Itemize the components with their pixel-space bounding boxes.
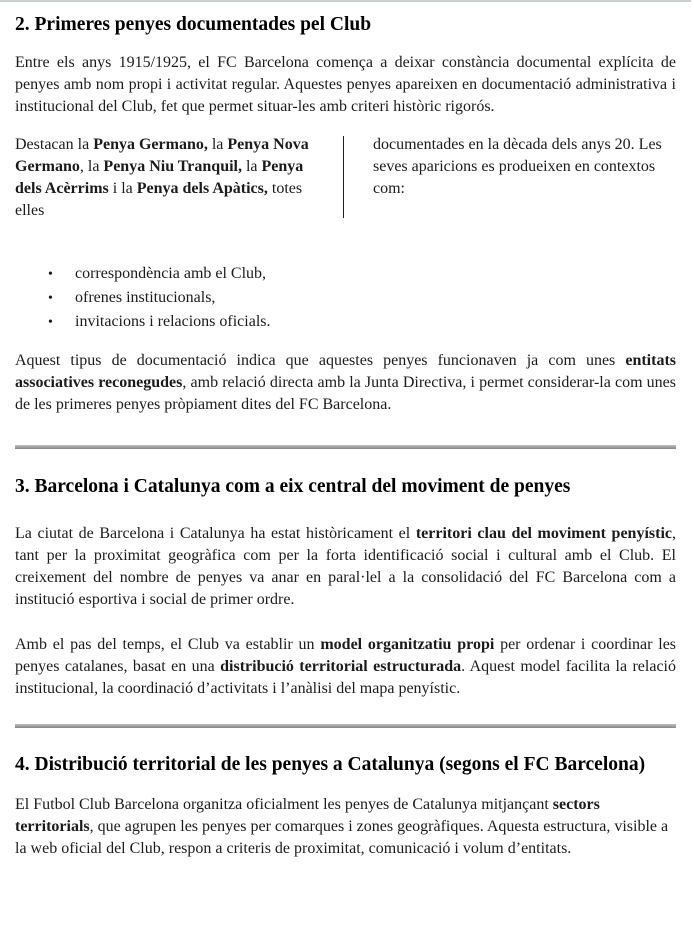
text-segment-bold: Penya dels Acèrrims (15, 158, 304, 197)
text-segment-bold: distribució territorial estructurada (220, 658, 462, 675)
horizontal-rule (15, 724, 676, 728)
text-segment-bold: sectors territorials (15, 796, 600, 835)
text-segment-bold: Penya Niu Tranquil, (103, 158, 242, 175)
section-heading-primeres-penyes: 2. Primeres penyes documentades pel Club (15, 14, 372, 35)
text-segment: , que agrupen les penyes per comarques i zones geogràfiques. Aquesta estructura, visible a la web oficial del Club, respon a criteris de proximitat, comunicació i volum d’entitats. (15, 818, 669, 857)
bullet-icon: • (48, 315, 53, 330)
section-barcelona-catalunya (15, 473, 676, 700)
column-right (373, 134, 676, 222)
horizontal-rule (15, 445, 676, 449)
bullet-text: correspondència amb el Club, (75, 265, 267, 282)
text-segment: la (241, 158, 262, 175)
text-segment-bold: Penya Nova Germano (15, 136, 309, 175)
text-segment: , amb relació directa amb la Junta Directiva, i permet considerar-la com unes de les primeres penyes pròpiament dites del FC Barcelona. (15, 374, 676, 413)
text-segment: . Aquest model facilita la relació institucional, la coordinació d’activitats i l’anàlisi del mapa penyístic. (15, 658, 677, 697)
text-segment-bold: Penya Germano, (93, 136, 208, 153)
text-segment-bold: Penya dels Apàtics, (136, 180, 268, 197)
paragraph-outro (15, 350, 676, 416)
bullet-item (48, 262, 676, 286)
bullet-icon: • (48, 267, 53, 282)
text-segment: Destacan la (15, 136, 94, 153)
two-column-block (15, 134, 676, 222)
text-segment: Amb el pas del temps, el Club va establir un (15, 636, 321, 653)
text-segment: documentades en la dècada dels anys 20. Les seves aparicions es produeixen en contextos com: (373, 136, 662, 197)
text-segment: La ciutat de Barcelona i Catalunya ha estat històricament el (15, 525, 416, 542)
text-segment: i la (108, 180, 137, 197)
bullet-list (15, 262, 676, 334)
text-segment-bold: model organitzatiu propi (320, 636, 495, 653)
text-segment: Entre els anys 1915/1925, el FC Barcelona comença a deixar constància documental explícita de penyes amb nom propi i activitat regular. Aquestes penyes apareixen en documentació administrativa i institucional del Club, fet que permet situar-les amb criteri històric rigorós. (15, 54, 676, 115)
bullet-icon: • (48, 291, 53, 306)
text-segment-bold: territori clau del moviment penyístic (415, 525, 673, 542)
section-primeres-penyes (15, 11, 676, 416)
paragraph (15, 794, 676, 860)
text-segment: per ordenar i coordinar les penyes catalanes, basat en una (15, 636, 677, 675)
text-segment: totes elles (15, 180, 303, 219)
text-segment: Aquest tipus de documentació indica que aquestes penyes funcionaven ja com unes (15, 352, 626, 369)
paragraph-intro (15, 52, 676, 118)
document-page (0, 2, 694, 860)
text-segment: la (207, 136, 228, 153)
section-heading-barcelona-catalunya: 3. Barcelona i Catalunya com a eix central del moviment de penyes (15, 476, 571, 497)
section-distribucio-territorial (15, 751, 676, 860)
bullet-text: ofrenes institucionals, (75, 289, 216, 306)
text-segment: , la (79, 158, 104, 175)
text-segment-bold: entitats associatives reconegudes (15, 352, 676, 391)
section-heading-distribucio-territorial: 4. Distribució territorial de les penyes a Catalunya (segons el FC Barcelona) (15, 754, 646, 775)
column-left (15, 134, 330, 222)
paragraph (15, 634, 676, 700)
bullet-item (48, 286, 676, 310)
bullet-text: invitacions i relacions oficials. (75, 313, 271, 330)
bullet-item (48, 310, 676, 334)
text-segment: El Futbol Club Barcelona organitza oficialment les penyes de Catalunya mitjançant (15, 796, 553, 813)
column-divider (343, 136, 344, 218)
paragraph (15, 523, 676, 611)
text-segment: , tant per la proximitat geogràfica com per la forta identificació social i cultural amb el Club. El creixement del nombre de penyes va anar en paral·lel a la consolidació del FC Barcelona com a institució esportiva i social de primer ordre. (15, 525, 677, 608)
